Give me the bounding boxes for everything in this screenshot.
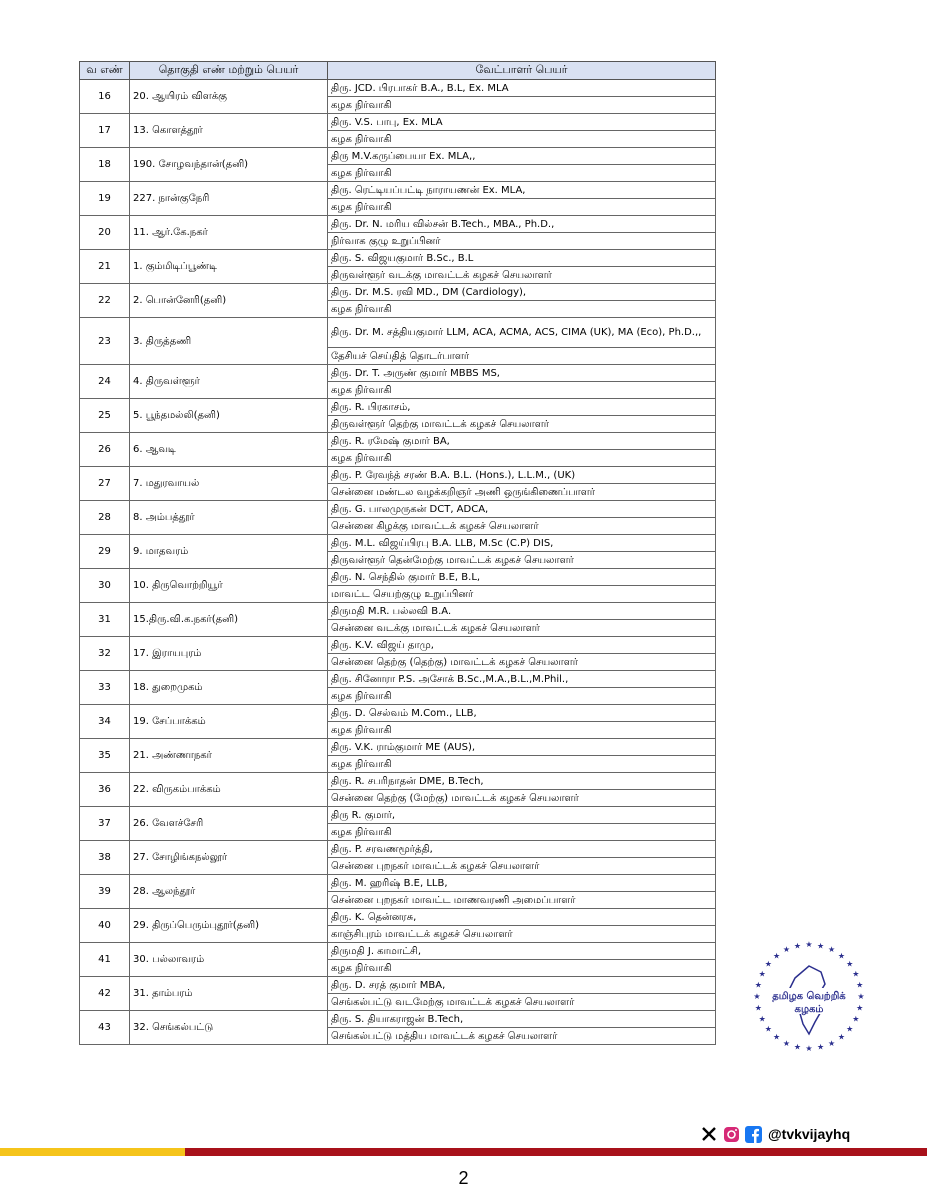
serial-cell: 23 (80, 318, 130, 365)
table-row (80, 467, 716, 484)
candidate-name-cell: திருமதி M.R. பல்லவி B.A. (328, 603, 716, 620)
candidate-role-cell: கழக நிர்வாகி (328, 199, 716, 216)
constituency-cell: 32. செங்கல்பட்டு (130, 1011, 328, 1045)
table-row (80, 250, 716, 267)
table-row (80, 943, 716, 960)
constituency-cell: 27. சோழிங்கநல்லூர் (130, 841, 328, 875)
serial-cell: 19 (80, 182, 130, 216)
candidate-role-cell: கழக நிர்வாகி (328, 165, 716, 182)
constituency-cell: 31. தாம்பரம் (130, 977, 328, 1011)
logo-star: ★ (754, 1003, 762, 1013)
x-icon[interactable] (700, 1125, 718, 1143)
candidate-role-cell: கழக நிர்வாகி (328, 97, 716, 114)
candidate-role-cell: கழக நிர்வாகி (328, 450, 716, 467)
constituency-cell: 26. வேளச்சேரி (130, 807, 328, 841)
constituency-cell: 10. திருவொற்றியூர் (130, 569, 328, 603)
table-row (80, 875, 716, 892)
serial-cell: 26 (80, 433, 130, 467)
constituency-cell: 190. சோழவந்தான்(தனி) (130, 148, 328, 182)
candidate-name-cell: திரு. Dr. M. சத்தியகுமார் LLM, ACA, ACMA, ACS, CIMA (UK), MA (Eco), Ph.D.,, (328, 318, 716, 348)
table-row (80, 739, 716, 756)
candidate-role-cell: திருவள்ளூர் தெற்கு மாவட்டக் கழகச் செயலாளர் (328, 416, 716, 433)
constituency-cell: 1. கும்மிடிப்பூண்டி (130, 250, 328, 284)
serial-cell: 24 (80, 365, 130, 399)
candidate-name-cell: திரு R. குமார், (328, 807, 716, 824)
candidate-name-cell: திரு M.V.கருப்பையா Ex. MLA,, (328, 148, 716, 165)
footer-bar-yellow (0, 1148, 185, 1156)
logo-star: ★ (764, 959, 772, 969)
candidate-name-cell: திரு. ரெட்டியப்பட்டி நாராயணன் Ex. MLA, (328, 182, 716, 199)
constituency-cell: 19. சேப்பாக்கம் (130, 705, 328, 739)
constituency-cell: 2. பொன்னேரி(தனி) (130, 284, 328, 318)
logo-star: ★ (772, 951, 781, 961)
logo-star: ★ (837, 1032, 846, 1042)
table-row (80, 535, 716, 552)
table-row (80, 603, 716, 620)
constituency-cell: 20. ஆயிரம் விளக்கு (130, 80, 328, 114)
serial-cell: 28 (80, 501, 130, 535)
table-row (80, 977, 716, 994)
candidate-role-cell: கழக நிர்வாகி (328, 824, 716, 841)
social-handle[interactable]: @tvkvijayhq (768, 1126, 851, 1142)
logo-star: ★ (793, 1042, 802, 1052)
candidate-name-cell: திரு. Dr. N. மரிய வில்சன் B.Tech., MBA., Ph.D., (328, 216, 716, 233)
serial-cell: 34 (80, 705, 130, 739)
logo-star: ★ (758, 1014, 766, 1024)
constituency-cell: 18. துறைமுகம் (130, 671, 328, 705)
instagram-icon[interactable] (722, 1125, 740, 1143)
candidate-name-cell: திரு. G. பாலமுருகன் DCT, ADCA, (328, 501, 716, 518)
candidate-role-cell: கழக நிர்வாகி (328, 688, 716, 705)
table-row (80, 216, 716, 233)
candidate-role-cell: சென்னை தெற்கு (தெற்கு) மாவட்டக் கழகச் செயலாளர் (328, 654, 716, 671)
candidate-name-cell: திரு. S. தியாகராஜன் B.Tech, (328, 1011, 716, 1028)
candidate-name-cell: திரு. Dr. T. அருண் குமார் MBBS MS, (328, 365, 716, 382)
candidate-name-cell: திரு. R. சபரிநாதன் DME, B.Tech, (328, 773, 716, 790)
serial-cell: 21 (80, 250, 130, 284)
logo-star: ★ (782, 1038, 791, 1048)
candidate-name-cell: திரு. P. ரேவந்த் சரண் B.A. B.L. (Hons.), L.L.M., (UK) (328, 467, 716, 484)
serial-cell: 29 (80, 535, 130, 569)
serial-cell: 27 (80, 467, 130, 501)
constituency-cell: 28. ஆலந்தூர் (130, 875, 328, 909)
serial-cell: 18 (80, 148, 130, 182)
candidate-role-cell: கழக நிர்வாகி (328, 960, 716, 977)
serial-cell: 20 (80, 216, 130, 250)
logo-star: ★ (856, 1003, 864, 1013)
table-row (80, 114, 716, 131)
logo-star: ★ (754, 980, 762, 990)
table-row (80, 284, 716, 301)
logo-star: ★ (764, 1024, 772, 1034)
candidate-name-cell: திரு. S. விஜயகுமார் B.Sc., B.L (328, 250, 716, 267)
candidate-role-cell: சென்னை தெற்கு (மேற்கு) மாவட்டக் கழகச் செயலாளர் (328, 790, 716, 807)
table-row (80, 671, 716, 688)
serial-cell: 31 (80, 603, 130, 637)
serial-cell: 30 (80, 569, 130, 603)
candidate-role-cell: கழக நிர்வாகி (328, 382, 716, 399)
logo-star: ★ (782, 945, 791, 955)
candidate-name-cell: திரு. V.S. பாபு, Ex. MLA (328, 114, 716, 131)
candidate-name-cell: திரு. R. ரமேஷ் குமார் BA, (328, 433, 716, 450)
serial-cell: 35 (80, 739, 130, 773)
page-number: 2 (458, 1168, 469, 1188)
constituency-cell: 7. மதுரவாயல் (130, 467, 328, 501)
serial-cell: 42 (80, 977, 130, 1011)
table-header-row (80, 62, 716, 80)
logo-star: ★ (772, 1032, 781, 1042)
serial-cell: 37 (80, 807, 130, 841)
constituency-cell: 29. திருப்பெரும்புதூர்(தனி) (130, 909, 328, 943)
constituency-cell: 17. இராயபுரம் (130, 637, 328, 671)
candidate-role-cell: சென்னை மண்டல வழக்கறிஞர் அணி ஒருங்கிணைப்பாளர் (328, 484, 716, 501)
candidate-name-cell: திரு. N. செந்தில் குமார் B.E, B.L, (328, 569, 716, 586)
logo-star: ★ (827, 945, 836, 955)
table-row (80, 182, 716, 199)
candidate-name-cell: திரு. JCD. பிரபாகர் B.A., B.L, Ex. MLA (328, 80, 716, 97)
logo-star: ★ (856, 980, 864, 990)
logo-star: ★ (805, 1044, 813, 1053)
constituency-cell: 8. அம்பத்தூர் (130, 501, 328, 535)
logo-star: ★ (837, 951, 846, 961)
constituency-cell: 3. திருத்தணி (130, 318, 328, 365)
table-row (80, 569, 716, 586)
candidate-role-cell: தேசியச் செய்தித் தொடர்பாளர் (328, 348, 716, 365)
candidate-role-cell: சென்னை வடக்கு மாவட்டக் கழகச் செயலாளர் (328, 620, 716, 637)
logo-text-line1: தமிழக வெற்றிக் (772, 991, 846, 1002)
logo-star: ★ (758, 969, 766, 979)
constituency-cell: 15.திரு.வி.க.நகர்(தனி) (130, 603, 328, 637)
candidate-role-cell: சென்னை புறநகர் மாவட்ட மாணவரணி அமைப்பாளர் (328, 892, 716, 909)
serial-cell: 25 (80, 399, 130, 433)
candidate-role-cell: திருவள்ளூர் வடக்கு மாவட்டக் கழகச் செயலாளர் (328, 267, 716, 284)
candidate-role-cell: கழக நிர்வாகி (328, 301, 716, 318)
logo-star: ★ (793, 941, 802, 951)
candidate-name-cell: திரு. Dr. M.S. ரவி MD., DM (Cardiology), (328, 284, 716, 301)
table-row (80, 773, 716, 790)
candidate-name-cell: திரு. M.L. விஜய்பிரபு B.A. LLB, M.Sc (C.P) DIS, (328, 535, 716, 552)
candidate-role-cell: மாவட்ட செயற்குழு உறுப்பினர் (328, 586, 716, 603)
logo-star: ★ (816, 941, 825, 951)
candidate-role-cell: நிர்வாக குழு உறுப்பினர் (328, 233, 716, 250)
candidate-name-cell: திரு. P. சரவணமூர்த்தி, (328, 841, 716, 858)
header-constituency: தொகுதி எண் மற்றும் பெயர் (130, 62, 328, 80)
table-row (80, 705, 716, 722)
table-row (80, 148, 716, 165)
candidate-name-cell: திரு. K. தென்னரசு, (328, 909, 716, 926)
serial-cell: 43 (80, 1011, 130, 1045)
constituency-cell: 11. ஆர்.கே.நகர் (130, 216, 328, 250)
logo-star: ★ (852, 969, 860, 979)
footer-bar-red (185, 1148, 927, 1156)
header-serial: வ எண் (80, 62, 130, 80)
logo-star: ★ (852, 1014, 860, 1024)
candidate-role-cell: காஞ்சிபுரம் மாவட்டக் கழகச் செயலாளர் (328, 926, 716, 943)
candidate-role-cell: செங்கல்பட்டு வடமேற்கு மாவட்டக் கழகச் செயலாளர் (328, 994, 716, 1011)
constituency-cell: 4. திருவள்ளூர் (130, 365, 328, 399)
candidate-name-cell: திரு. D. சரத் குமார் MBA, (328, 977, 716, 994)
candidate-role-cell: சென்னை கிழக்கு மாவட்டக் கழகச் செயலாளர் (328, 518, 716, 535)
table-row (80, 807, 716, 824)
serial-cell: 16 (80, 80, 130, 114)
constituency-cell: 5. பூந்தமல்லி(தனி) (130, 399, 328, 433)
table-row (80, 433, 716, 450)
constituency-cell: 9. மாதவரம் (130, 535, 328, 569)
serial-cell: 33 (80, 671, 130, 705)
candidate-role-cell: சென்னை புறநகர் மாவட்டக் கழகச் செயலாளர் (328, 858, 716, 875)
constituency-cell: 13. கொளத்தூர் (130, 114, 328, 148)
social-links (700, 1123, 850, 1145)
constituency-cell: 227. நான்குநேரி (130, 182, 328, 216)
logo-star: ★ (857, 992, 865, 1001)
table-row (80, 841, 716, 858)
candidate-name-cell: திரு. D. செல்வம் M.Com., LLB, (328, 705, 716, 722)
candidate-name-cell: திரு. M. ஹரிஷ் B.E, LLB, (328, 875, 716, 892)
constituency-cell: 30. பல்லாவரம் (130, 943, 328, 977)
serial-cell: 39 (80, 875, 130, 909)
serial-cell: 36 (80, 773, 130, 807)
logo-star: ★ (827, 1038, 836, 1048)
facebook-icon[interactable] (744, 1125, 762, 1143)
table-row (80, 1011, 716, 1028)
candidate-role-cell: செங்கல்பட்டு மத்திய மாவட்டக் கழகச் செயலாளர் (328, 1028, 716, 1045)
logo-star: ★ (805, 940, 813, 949)
table-row (80, 318, 716, 348)
constituency-cell: 22. விருகம்பாக்கம் (130, 773, 328, 807)
candidate-role-cell: கழக நிர்வாகி (328, 756, 716, 773)
candidate-name-cell: திரு. R. பிரகாசம், (328, 399, 716, 416)
candidate-role-cell: கழக நிர்வாகி (328, 722, 716, 739)
table-row (80, 501, 716, 518)
logo-star: ★ (753, 992, 761, 1001)
party-logo (751, 938, 867, 1054)
candidate-role-cell: திருவள்ளூர் தென்மேற்கு மாவட்டக் கழகச் செயலாளர் (328, 552, 716, 569)
table-row (80, 909, 716, 926)
constituency-cell: 6. ஆவடி (130, 433, 328, 467)
serial-cell: 32 (80, 637, 130, 671)
logo-text-line2: கழகம் (794, 1004, 824, 1015)
header-candidate: வேட்பாளர் பெயர் (328, 62, 716, 80)
logo-star: ★ (846, 959, 854, 969)
candidate-table (79, 61, 716, 1045)
serial-cell: 41 (80, 943, 130, 977)
table-row (80, 399, 716, 416)
candidate-role-cell: கழக நிர்வாகி (328, 131, 716, 148)
serial-cell: 17 (80, 114, 130, 148)
candidate-name-cell: திரு. V.K. ராம்குமார் ME (AUS), (328, 739, 716, 756)
table-row (80, 365, 716, 382)
candidate-name-cell: திருமதி J. காமாட்சி, (328, 943, 716, 960)
constituency-cell: 21. அண்ணாநகர் (130, 739, 328, 773)
table-row (80, 637, 716, 654)
logo-star: ★ (846, 1024, 854, 1034)
serial-cell: 38 (80, 841, 130, 875)
candidate-name-cell: திரு. K.V. விஜய் தாமு, (328, 637, 716, 654)
candidate-name-cell: திரு. சினோரா P.S. அசோக் B.Sc.,M.A.,B.L.,M.Phil., (328, 671, 716, 688)
table-row (80, 80, 716, 97)
serial-cell: 22 (80, 284, 130, 318)
logo-star: ★ (816, 1042, 825, 1052)
serial-cell: 40 (80, 909, 130, 943)
